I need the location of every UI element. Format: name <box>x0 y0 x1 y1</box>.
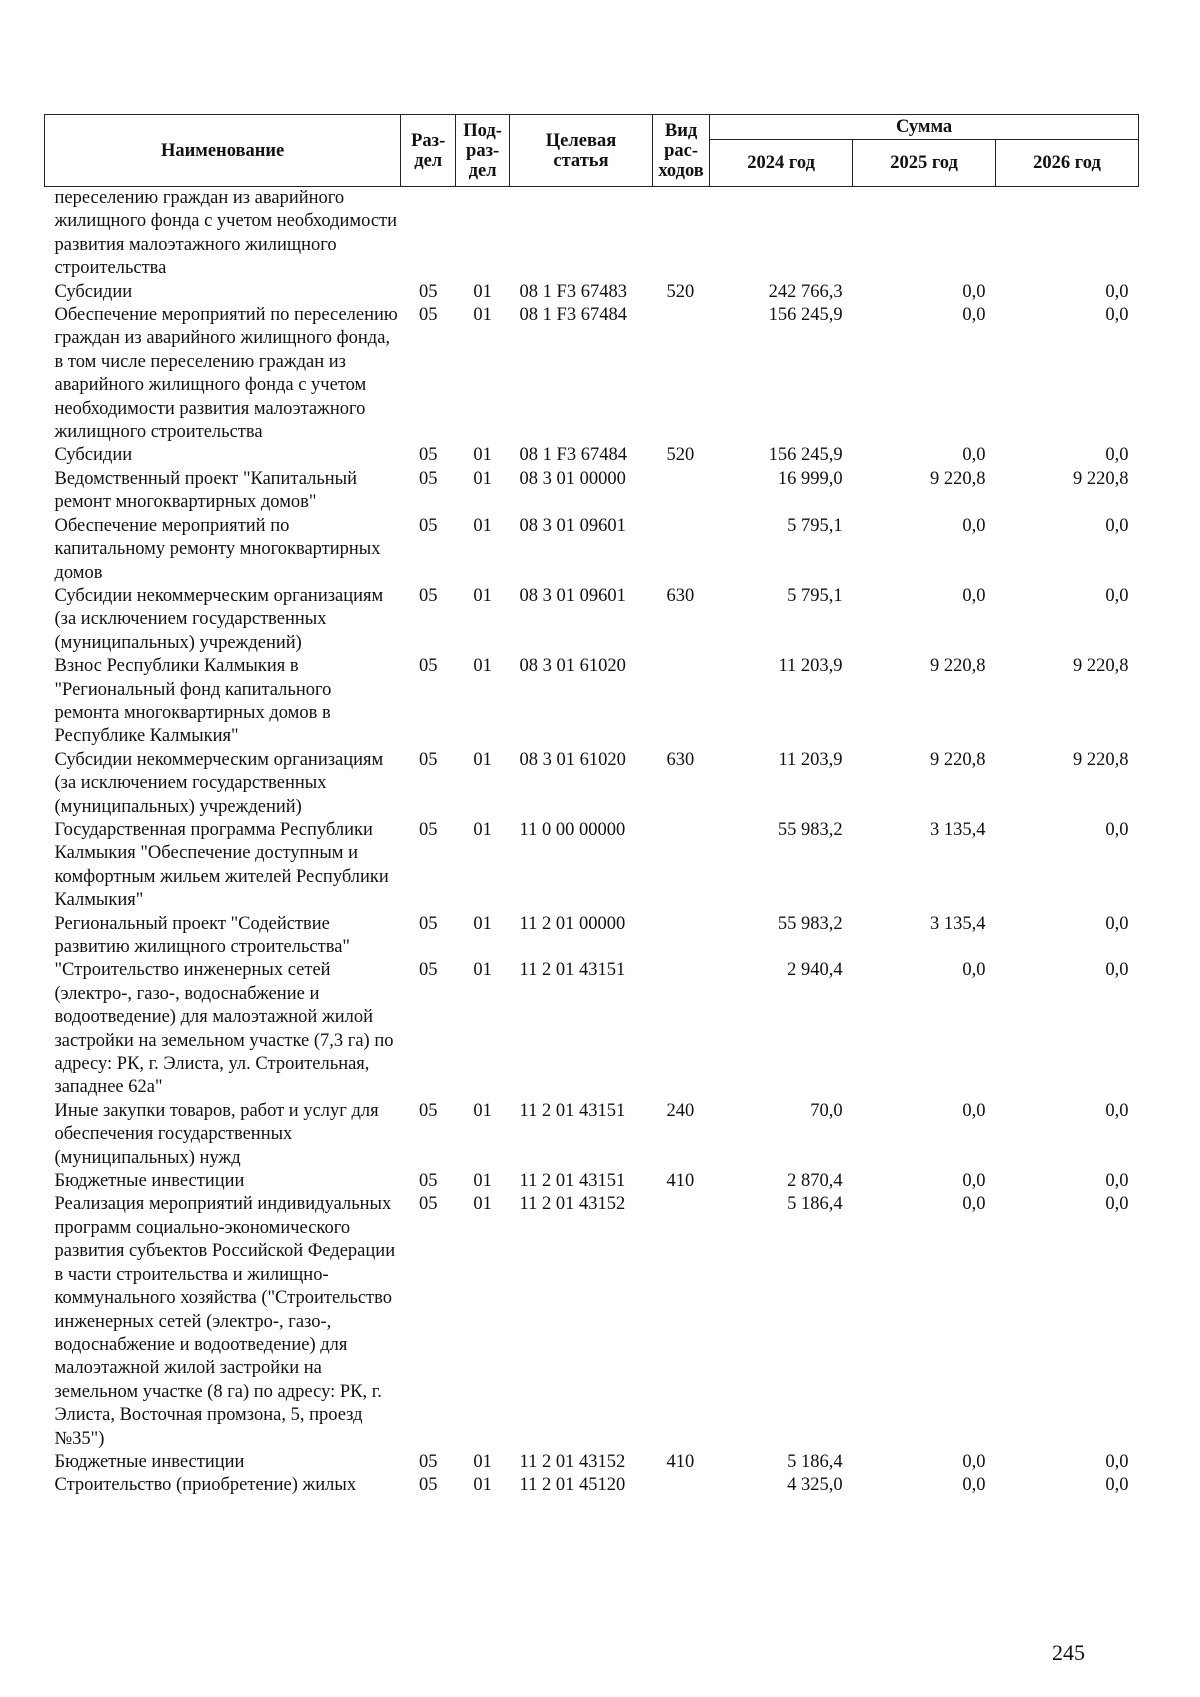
row-sum-2026: 0,0 <box>1105 1194 1129 1215</box>
row-celevaya-statya <box>510 187 653 281</box>
row-razdel <box>401 187 456 281</box>
header-podrazdel: Под- раз- дел <box>456 115 510 187</box>
row-podrazdel: 01 <box>473 1475 492 1496</box>
row-podrazdel: 01 <box>473 305 492 326</box>
row-sum-2024: 11 203,9 <box>778 656 843 677</box>
row-name: Обеспечение мероприятий по капитальному ремонту многоквартирных домов <box>54 515 381 583</box>
table-row <box>45 281 1139 304</box>
row-podrazdel: 01 <box>473 515 492 536</box>
row-vid-rashodov <box>652 913 709 960</box>
row-sum-2025: 9 220,8 <box>929 749 986 770</box>
row-sum-2025: 3 135,4 <box>929 819 986 840</box>
row-razdel: 05 <box>418 305 438 326</box>
row-sum-2024: 242 766,3 <box>768 281 843 302</box>
row-celevaya-statya: 08 3 01 00000 <box>519 468 626 489</box>
row-vid-rashodov <box>652 655 709 749</box>
row-podrazdel: 01 <box>473 1100 492 1121</box>
row-name: Субсидии <box>54 445 133 466</box>
table-row <box>45 913 1139 960</box>
row-podrazdel: 01 <box>473 468 492 489</box>
row-name: Субсидии некоммерческим организациям (за исключением государственных (муниципальных) учреждений) <box>54 585 384 653</box>
row-sum-2026: 9 220,8 <box>1073 656 1129 677</box>
row-sum-2026: 0,0 <box>1105 515 1129 536</box>
row-celevaya-statya: 11 2 01 43151 <box>519 1100 626 1121</box>
row-name: Бюджетные инвестиции <box>54 1171 245 1192</box>
row-sum-2025: 0,0 <box>962 305 986 326</box>
row-sum-2026: 0,0 <box>1105 819 1129 840</box>
row-sum-2026: 0,0 <box>1105 913 1129 934</box>
row-celevaya-statya: 11 2 01 45120 <box>519 1475 626 1496</box>
row-vid-rashodov: 630 <box>666 585 695 606</box>
row-razdel: 05 <box>418 585 438 606</box>
row-celevaya-statya: 11 2 01 43151 <box>519 960 626 981</box>
row-vid-rashodov <box>652 468 709 515</box>
row-celevaya-statya: 11 2 01 43152 <box>519 1194 626 1215</box>
row-sum-2025: 9 220,8 <box>929 656 986 677</box>
row-vid-rashodov <box>652 1474 709 1497</box>
row-sum-2026: 0,0 <box>1105 305 1129 326</box>
table-row <box>45 515 1139 585</box>
row-podrazdel: 01 <box>473 445 492 466</box>
row-sum-2026: 9 220,8 <box>1073 749 1129 770</box>
row-sum-2026: 9 220,8 <box>1073 468 1129 489</box>
row-sum-2025: 0,0 <box>962 1100 986 1121</box>
row-name: Государственная программа Республики Калмыкия "Обеспечение доступным и комфортным жильем жителей Республики Калмыкия" <box>54 819 389 911</box>
row-name: Субсидии некоммерческим организациям (за исключением государственных (муниципальных) учреждений) <box>54 749 384 817</box>
row-sum-2026: 0,0 <box>1105 281 1129 302</box>
table-row <box>45 959 1139 1099</box>
row-name: Бюджетные инвестиции <box>54 1451 245 1472</box>
row-sum-2025: 0,0 <box>962 281 986 302</box>
header-summa: Сумма <box>710 115 1139 140</box>
budget-page <box>44 114 1139 1498</box>
row-vid-rashodov <box>652 187 709 281</box>
row-name: Иные закупки товаров, работ и услуг для обеспечения государственных (муниципальных) нужд <box>54 1100 379 1168</box>
table-row <box>45 749 1139 819</box>
row-sum-2025: 0,0 <box>962 1194 986 1215</box>
row-vid-rashodov: 410 <box>666 1451 695 1472</box>
row-sum-2024: 156 245,9 <box>768 445 843 466</box>
row-razdel: 05 <box>418 1194 438 1215</box>
row-razdel: 05 <box>418 819 438 840</box>
row-razdel: 05 <box>418 281 438 302</box>
row-name: Взнос Республики Калмыкия в "Региональный фонд капитального ремонта многоквартирных домов в Республике Калмыкия" <box>54 656 332 747</box>
row-razdel: 05 <box>418 1171 438 1192</box>
row-celevaya-statya: 11 2 01 43152 <box>519 1451 626 1472</box>
table-row <box>45 1100 1139 1170</box>
row-podrazdel: 01 <box>473 585 492 606</box>
row-name: переселению граждан из аварийного жилищного фонда с учетом необходимости развития малоэтажного жилищного строительства <box>54 188 398 279</box>
budget-table <box>44 114 1139 1498</box>
row-celevaya-statya: 11 2 01 43151 <box>519 1171 626 1192</box>
row-podrazdel: 01 <box>473 819 492 840</box>
row-podrazdel: 01 <box>473 1194 492 1215</box>
row-razdel: 05 <box>418 913 438 934</box>
row-sum-2025 <box>853 187 996 281</box>
row-sum-2026 <box>995 187 1138 281</box>
table-row <box>45 1451 1139 1474</box>
header-name: Наименование <box>45 115 401 187</box>
row-podrazdel: 01 <box>473 749 492 770</box>
table-row <box>45 585 1139 655</box>
row-vid-rashodov: 520 <box>666 445 695 466</box>
row-name: Строительство (приобретение) жилых <box>54 1475 357 1496</box>
row-sum-2026: 0,0 <box>1105 1171 1129 1192</box>
row-celevaya-statya: 11 2 01 00000 <box>519 913 626 934</box>
row-sum-2024: 5 795,1 <box>787 585 843 606</box>
row-sum-2024: 4 325,0 <box>787 1475 843 1496</box>
row-sum-2024: 156 245,9 <box>768 305 843 326</box>
row-vid-rashodov <box>652 304 709 444</box>
table-row <box>45 187 1139 281</box>
row-sum-2024: 5 186,4 <box>787 1451 843 1472</box>
header-year-2025: 2025 год <box>853 140 996 187</box>
row-celevaya-statya: 08 1 F3 67484 <box>519 445 627 466</box>
row-sum-2025: 0,0 <box>962 1451 986 1472</box>
row-name: Реализация мероприятий индивидуальных программ социально-экономического развития субъектов Российской Федерации в части строительства и жилищно-коммунального хозяйства ("Строительство инженерных сетей (электро-, газо-, водоснабжение и водоотведение) для малоэтажной жилой застройки на земельном участке (8 га) по адресу: РК, г. Элиста, Восточная промзона, 5, проезд №35") <box>54 1194 396 1449</box>
table-row <box>45 1170 1139 1193</box>
row-vid-rashodov: 240 <box>666 1100 695 1121</box>
table-row <box>45 819 1139 913</box>
row-sum-2026: 0,0 <box>1105 960 1129 981</box>
table-header <box>45 115 1139 187</box>
row-podrazdel: 01 <box>473 281 492 302</box>
header-year-2024: 2024 год <box>710 140 853 187</box>
row-sum-2026: 0,0 <box>1105 1451 1129 1472</box>
row-sum-2024: 55 983,2 <box>777 819 843 840</box>
row-sum-2026: 0,0 <box>1105 1475 1129 1496</box>
row-vid-rashodov: 410 <box>666 1171 695 1192</box>
row-vid-rashodov <box>652 1193 709 1450</box>
row-sum-2026: 0,0 <box>1105 585 1129 606</box>
row-razdel: 05 <box>418 960 438 981</box>
header-celevaya-statya: Целевая статья <box>510 115 653 187</box>
row-sum-2024: 5 795,1 <box>787 515 843 536</box>
row-razdel: 05 <box>418 749 438 770</box>
row-sum-2025: 0,0 <box>962 515 986 536</box>
header-year-2026: 2026 год <box>995 140 1138 187</box>
table-row <box>45 1193 1139 1450</box>
row-sum-2025: 3 135,4 <box>929 913 986 934</box>
row-podrazdel: 01 <box>473 913 492 934</box>
row-sum-2024: 16 999,0 <box>777 468 843 489</box>
header-razdel: Раз- дел <box>401 115 456 187</box>
page-number: 245 <box>1052 1640 1085 1665</box>
row-sum-2025: 0,0 <box>962 960 986 981</box>
row-razdel: 05 <box>418 515 438 536</box>
row-name: Субсидии <box>54 281 133 302</box>
row-sum-2026: 0,0 <box>1105 1100 1129 1121</box>
row-sum-2024: 2 870,4 <box>787 1171 843 1192</box>
row-celevaya-statya: 08 3 01 61020 <box>519 656 626 677</box>
row-celevaya-statya: 08 3 01 09601 <box>519 515 626 536</box>
row-razdel: 05 <box>418 1451 438 1472</box>
table-row <box>45 304 1139 444</box>
row-podrazdel: 01 <box>473 960 492 981</box>
row-razdel: 05 <box>418 468 438 489</box>
row-name: Региональный проект "Содействие развитию жилищного строительства" <box>54 913 350 957</box>
row-podrazdel: 01 <box>473 656 492 677</box>
row-celevaya-statya: 08 1 F3 67484 <box>519 305 627 326</box>
row-sum-2025: 0,0 <box>962 1475 986 1496</box>
row-sum-2025: 0,0 <box>962 445 986 466</box>
row-podrazdel: 01 <box>473 1451 492 1472</box>
row-sum-2025: 9 220,8 <box>929 468 986 489</box>
table-body <box>45 187 1139 1498</box>
row-razdel: 05 <box>418 445 438 466</box>
row-vid-rashodov: 520 <box>666 281 695 302</box>
row-podrazdel: 01 <box>473 1171 492 1192</box>
row-sum-2024 <box>710 187 853 281</box>
row-sum-2024: 2 940,4 <box>787 960 843 981</box>
header-vid-rashodov: Вид рас- ходов <box>652 115 709 187</box>
row-name: Ведомственный проект "Капитальный ремонт многоквартирных домов" <box>54 468 358 513</box>
row-celevaya-statya: 08 3 01 61020 <box>519 749 626 770</box>
row-razdel: 05 <box>418 1475 438 1496</box>
row-name: "Строительство инженерных сетей (электро-, газо-, водоснабжение и водоотведение) для малоэтажной жилой застройки на земельном участке (7,3 га) по адресу: РК, г. Элиста, ул. Строительная, западнее 62а" <box>54 960 394 1098</box>
table-row <box>45 468 1139 515</box>
row-celevaya-statya: 08 1 F3 67483 <box>519 281 627 302</box>
row-vid-rashodov <box>652 819 709 913</box>
table-row <box>45 1474 1139 1497</box>
row-celevaya-statya: 11 0 00 00000 <box>519 819 626 840</box>
row-razdel: 05 <box>418 656 438 677</box>
table-row <box>45 655 1139 749</box>
row-sum-2025: 0,0 <box>962 585 986 606</box>
row-sum-2026: 0,0 <box>1105 445 1129 466</box>
row-name: Обеспечение мероприятий по переселению граждан из аварийного жилищного фонда, в том числе переселению граждан из аварийного жилищного фонда с учетом необходимости развития малоэтажного жилищного строительства <box>54 305 398 443</box>
row-sum-2024: 11 203,9 <box>778 749 843 770</box>
row-sum-2024: 70,0 <box>810 1100 843 1121</box>
row-vid-rashodov: 630 <box>666 749 695 770</box>
row-vid-rashodov <box>652 515 709 585</box>
table-row <box>45 444 1139 467</box>
row-sum-2025: 0,0 <box>962 1171 986 1192</box>
row-sum-2024: 5 186,4 <box>787 1194 843 1215</box>
row-celevaya-statya: 08 3 01 09601 <box>519 585 626 606</box>
row-podrazdel <box>456 187 510 281</box>
row-sum-2024: 55 983,2 <box>777 913 843 934</box>
row-razdel: 05 <box>418 1100 438 1121</box>
row-vid-rashodov <box>652 959 709 1099</box>
